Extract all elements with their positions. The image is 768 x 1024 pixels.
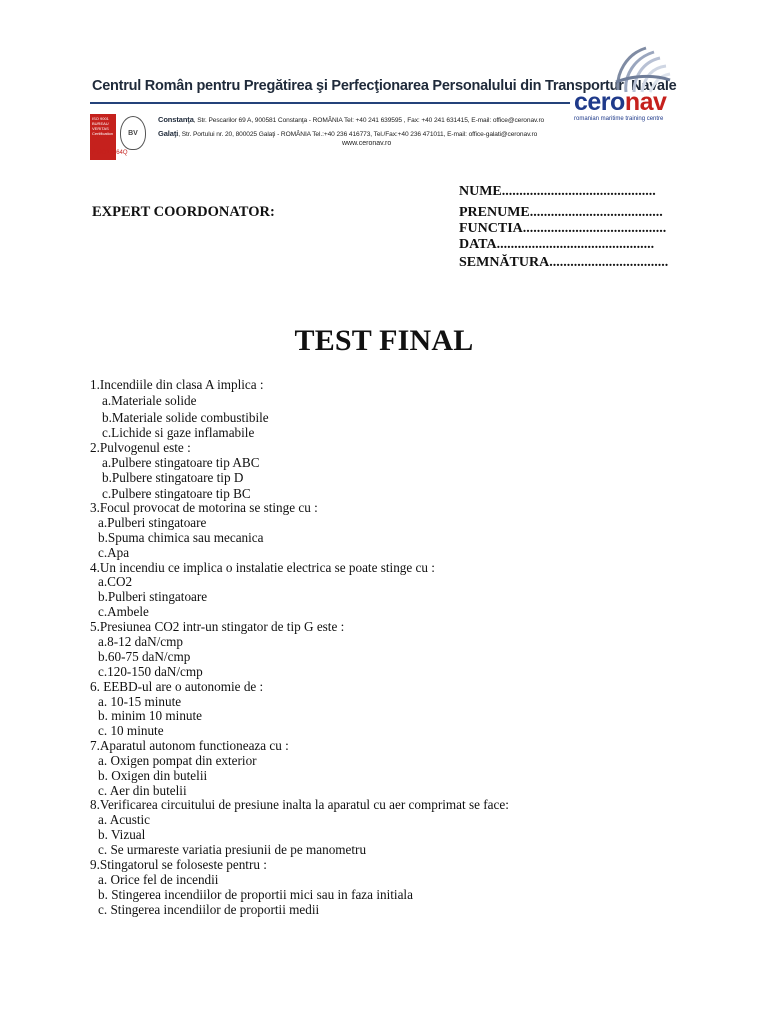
- answer-7a[interactable]: a. Oxigen pompat din exterior: [98, 753, 257, 768]
- address-galati: [158, 129, 537, 138]
- field-semnatura[interactable]: SEMNĂTURA..................................: [459, 255, 669, 270]
- answer-6a[interactable]: a. 10-15 minute: [98, 694, 182, 709]
- answer-4b[interactable]: b.Pulberi stingatoare: [98, 589, 208, 604]
- field-data[interactable]: DATA.............................................: [459, 237, 655, 252]
- question-7: 7.Aparatul autonom functioneaza cu :: [90, 738, 289, 753]
- address-constanta: [158, 115, 544, 124]
- answer-5a[interactable]: a.8-12 daN/cmp: [98, 634, 183, 649]
- answer-8c[interactable]: c. Se urmareste variatia presiunii de pe manometru: [98, 842, 367, 857]
- answer-2c[interactable]: c.Pulbere stingatoare tip BC: [102, 486, 251, 501]
- question-6: 6. EEBD-ul are o autonomie de :: [90, 679, 264, 694]
- logo-wordmark-cero: cero: [574, 88, 625, 116]
- bureau-veritas-seal-icon: BV: [120, 116, 146, 150]
- answer-1a[interactable]: a.Materiale solide: [102, 393, 197, 408]
- certification-code: nº RO17164Q: [90, 150, 128, 156]
- answer-6b[interactable]: b. minim 10 minute: [98, 708, 203, 723]
- address-constanta-city: Constanţa: [158, 115, 194, 124]
- organization-title: Centrul Român pentru Pregătirea şi Perfecţionarea Personalului din Transporturi Navale: [92, 78, 677, 94]
- answer-4a[interactable]: a.CO2: [98, 574, 133, 589]
- field-functia[interactable]: FUNCTIA.........................................: [459, 221, 667, 236]
- address-constanta-details: , Str. Pescarilor 69 A, 900581 Constanţa - ROMÂNIA Tel: +40 241 639595 , Fax: +40 241 631415, E-mail: office@ceronav.ro: [193, 117, 545, 124]
- answer-5c[interactable]: c.120-150 daN/cmp: [98, 664, 203, 679]
- answer-7c[interactable]: c. Aer din butelii: [98, 783, 187, 798]
- address-galati-city: Galaţi: [158, 129, 179, 138]
- certification-badge-text: ISO 9001 BUREAU VERITAS Certification: [92, 116, 114, 136]
- address-galati-details: , Str. Portului nr. 20, 800025 Galaţi - ROMÂNIA Tel.:+40 236 416773, Tel./Fax:+40 236 471011, E-mail: office-galati@ceronav.ro: [178, 131, 538, 138]
- question-5: 5.Presiunea CO2 intr-un stingator de tip G este :: [90, 619, 345, 634]
- answer-9b[interactable]: b. Stingerea incendiilor de proportii mici sau in faza initiala: [98, 887, 413, 902]
- question-8: 8.Verificarea circuitului de presiune inalta la aparatul cu aer comprimat se face:: [90, 797, 509, 812]
- logo-tagline: romanian maritime training centre: [574, 116, 664, 122]
- answer-5b[interactable]: b.60-75 daN/cmp: [98, 649, 191, 664]
- answer-8a[interactable]: a. Acustic: [98, 812, 151, 827]
- answer-3c[interactable]: c.Apa: [98, 545, 130, 560]
- answer-3a[interactable]: a.Pulberi stingatoare: [98, 515, 207, 530]
- field-nume[interactable]: NUME............................................: [459, 184, 656, 199]
- website-link[interactable]: www.ceronav.ro: [342, 140, 392, 147]
- answer-3b[interactable]: b.Spuma chimica sau mecanica: [98, 530, 264, 545]
- answer-1c[interactable]: c.Lichide si gaze inflamabile: [102, 425, 255, 440]
- answer-9a[interactable]: a. Orice fel de incendii: [98, 872, 219, 887]
- ceronav-logo: [574, 44, 686, 152]
- question-1: 1.Incendiile din clasa A implica :: [90, 377, 264, 392]
- letterhead: [82, 42, 686, 156]
- header-divider: [90, 102, 570, 104]
- question-3: 3.Focul provocat de motorina se stinge cu :: [90, 500, 318, 515]
- answer-7b[interactable]: b. Oxigen din butelii: [98, 768, 208, 783]
- field-prenume[interactable]: PRENUME......................................: [459, 205, 663, 220]
- answer-2b[interactable]: b.Pulbere stingatoare tip D: [102, 470, 244, 485]
- answer-4c[interactable]: c.Ambele: [98, 604, 149, 619]
- expert-coordinator-label: EXPERT COORDONATOR:: [92, 204, 275, 220]
- question-9: 9.Stingatorul se foloseste pentru :: [90, 857, 267, 872]
- answer-8b[interactable]: b. Vizual: [98, 827, 146, 842]
- page-title: TEST FINAL: [294, 324, 474, 357]
- logo-wordmark-nav: nav: [624, 88, 667, 116]
- answer-6c[interactable]: c. 10 minute: [98, 723, 164, 738]
- answer-2a[interactable]: a.Pulbere stingatoare tip ABC: [102, 455, 260, 470]
- question-2: 2.Pulvogenul este :: [90, 440, 191, 455]
- answer-1b[interactable]: b.Materiale solide combustibile: [102, 410, 269, 425]
- question-4: 4.Un incendiu ce implica o instalatie electrica se poate stinge cu :: [90, 560, 435, 575]
- logo-wordmark: [574, 88, 666, 117]
- answer-9c[interactable]: c. Stingerea incendiilor de proportii medii: [98, 902, 320, 917]
